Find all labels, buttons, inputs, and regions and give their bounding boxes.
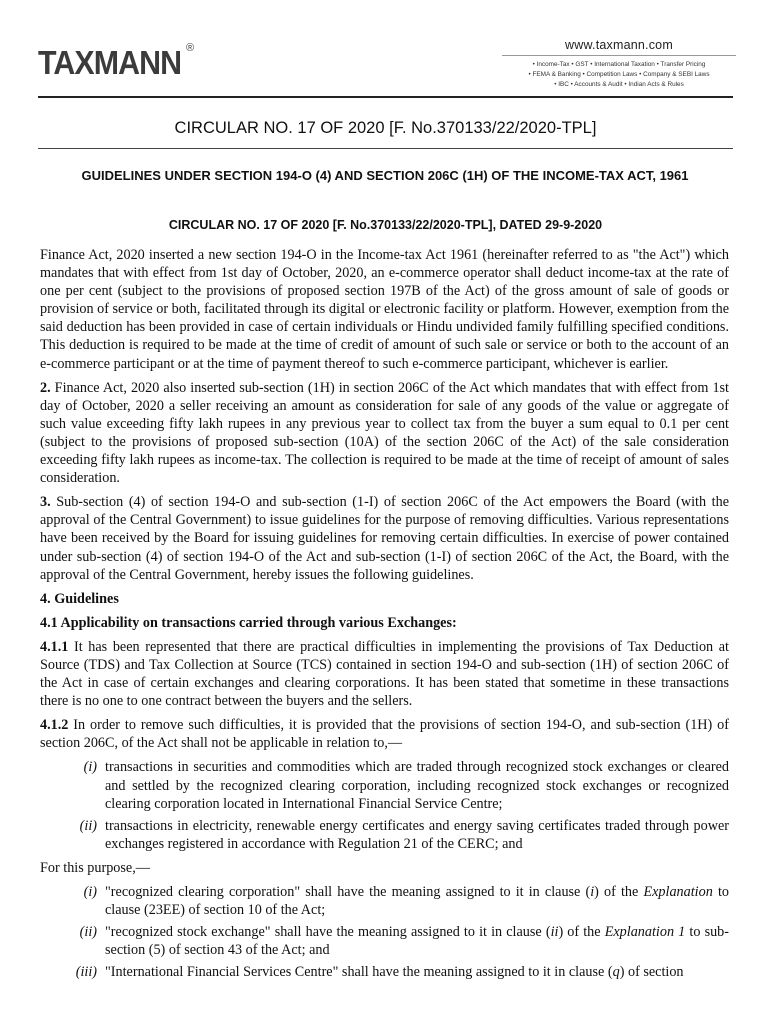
paragraph-4-1-2	[40, 716, 729, 752]
paragraph-number: 2.	[40, 379, 51, 396]
list-item-number: (i)	[83, 759, 97, 776]
topics-line-1: • Income-Tax • GST • International Taxation • Transfer Pricing	[532, 61, 706, 68]
list-item-number: (iii)	[75, 964, 97, 981]
heading-exchanges: 4.1 Applicability on transactions carried through various Exchanges:	[40, 614, 457, 631]
site-divider	[502, 55, 736, 56]
circular-title: CIRCULAR NO. 17 OF 2020 [F. No.370133/22/2020-TPL]	[174, 119, 597, 137]
list-item-text: transactions in securities and commodities which are traded through recognized stock exchanges or cleared and settled by the recognized clearing corporation, including recognized stock exchanges or recognized clearing corporation located in International Financial Service Centre;	[105, 759, 729, 812]
paragraph-number: 3.	[40, 494, 51, 511]
list-item	[40, 883, 729, 919]
registered-mark: ®	[186, 42, 195, 54]
list-item-number: (i)	[83, 884, 97, 900]
circular-dated-line: CIRCULAR NO. 17 OF 2020 [F. No.370133/22/2020-TPL], DATED 29-9-2020	[168, 218, 603, 232]
site-info	[500, 38, 738, 90]
document-body	[40, 246, 729, 987]
list-item-text: "International Financial Services Centre" shall have the meaning assigned to it in clause (q) of section	[105, 964, 684, 981]
list-item	[40, 923, 729, 959]
paragraph-number: 4.1.1	[40, 638, 69, 655]
paragraph-1: Finance Act, 2020 inserted a new section 194-O in the Income-tax Act 1961 (hereinafter referred to as "the Act") which mandates that with effect from 1st day of October, 2020, an e-commerce operator shall deduct income-tax at the rate of one per cent (subject to the provisions of proposed section 197B of the Act) of the gross amount of sale of goods or provision of service or both, facilitated through its digital or electronic facility or platform. However, exemption from the said deduction has been provided in case of certain individuals or Hindu undivided family fulfilling specified conditions. This deduction is required to be made at the time of credit of amount of such sale or service or both to the account of an e-commerce participant or at the time of payment thereof to such e-commerce participant, whichever is earlier.	[40, 247, 729, 372]
paragraph-text: In order to remove such difficulties, it is provided that the provisions of section 194-O, and sub-section (1H) of section 206C, of the Act shall not be applicable in relation to,—	[40, 717, 729, 752]
topics-line-3: • IBC • Accounts & Audit • Indian Acts & Rules	[554, 81, 684, 88]
exemption-list	[40, 758, 729, 852]
list-item-number: (ii)	[79, 817, 97, 834]
site-url: www.taxmann.com	[565, 38, 673, 52]
paragraph-text: It has been represented that there are practical difficulties in implementing the provisions of Tax Deduction at Source (TDS) and Tax Collection at Source (TCS) contained in section 194-O and sub-section (1H) of section 206C of the Act in case of certain exchanges and clearing corporations. It has been stated that sometime in these transactions there is no one to one contract between the buyers and the sellers.	[40, 638, 729, 710]
for-this-purpose: For this purpose,—	[40, 859, 150, 876]
page-header	[0, 0, 768, 100]
topics-line-2: • FEMA & Banking • Competition Laws • Company & SEBI Laws	[528, 71, 710, 78]
paragraph-text: Finance Act, 2020 also inserted sub-section (1H) in section 206C of the Act which mandates that with effect from 1st day of October, 2020 a seller receiving an amount as consideration for sale of any goods of the value or aggregate of such value exceeding fifty lakh rupees in any previous year to collect tax from the buyer a sum equal to 0.1 per cent (subject to the provisions of proposed sub-section (10A) of the section 206C of the Act) of the sale consideration exceeding fifty lakh rupees as income-tax. The collection is required to be made at the time of receipt of amount of sales consideration.	[40, 379, 729, 487]
taxmann-logo: TAXMANN	[38, 44, 182, 81]
paragraph-3	[40, 493, 729, 583]
list-item-number: (ii)	[79, 924, 97, 941]
list-item	[40, 963, 729, 981]
list-item	[40, 758, 729, 812]
header-divider	[38, 96, 733, 98]
list-item-text: "recognized stock exchange" shall have the meaning assigned to it in clause (ii) of the Explanation 1 to sub-section (5) of section 43 of the Act; and	[105, 924, 729, 959]
heading-guidelines: 4. Guidelines	[40, 590, 119, 607]
paragraph-number: 4.1.2	[40, 717, 69, 734]
paragraph-4-1-1	[40, 638, 729, 710]
title-divider	[38, 148, 733, 149]
list-item-text: "recognized clearing corporation" shall have the meaning assigned to it in clause (i) of the Explanation to clause (23EE) of section 10 of the Act;	[105, 884, 729, 919]
list-item-text: transactions in electricity, renewable energy certificates and energy saving certificates traded through power exchanges registered in accordance with Regulation 21 of the CERC; and	[105, 817, 729, 852]
circular-subtitle: GUIDELINES UNDER SECTION 194-O (4) AND SECTION 206C (1H) OF THE INCOME-TAX ACT, 1961	[81, 168, 689, 183]
list-item	[40, 817, 729, 853]
paragraph-text: Sub-section (4) of section 194-O and sub-section (1-I) of section 206C of the Act empowers the Board (with the approval of the Central Government) to issue guidelines for the purpose of removing difficulties. Various representations have been received by the Board for issuing guidelines for removing certain difficulties. In exercise of power contained under sub-section (4) of section 194-O of the Act and sub-section (1-I) of section 206C of the Act, the Board, with the approval of the Central Government, hereby issues the following guidelines.	[40, 494, 729, 583]
paragraph-2	[40, 379, 729, 488]
definitions-list	[40, 883, 729, 981]
